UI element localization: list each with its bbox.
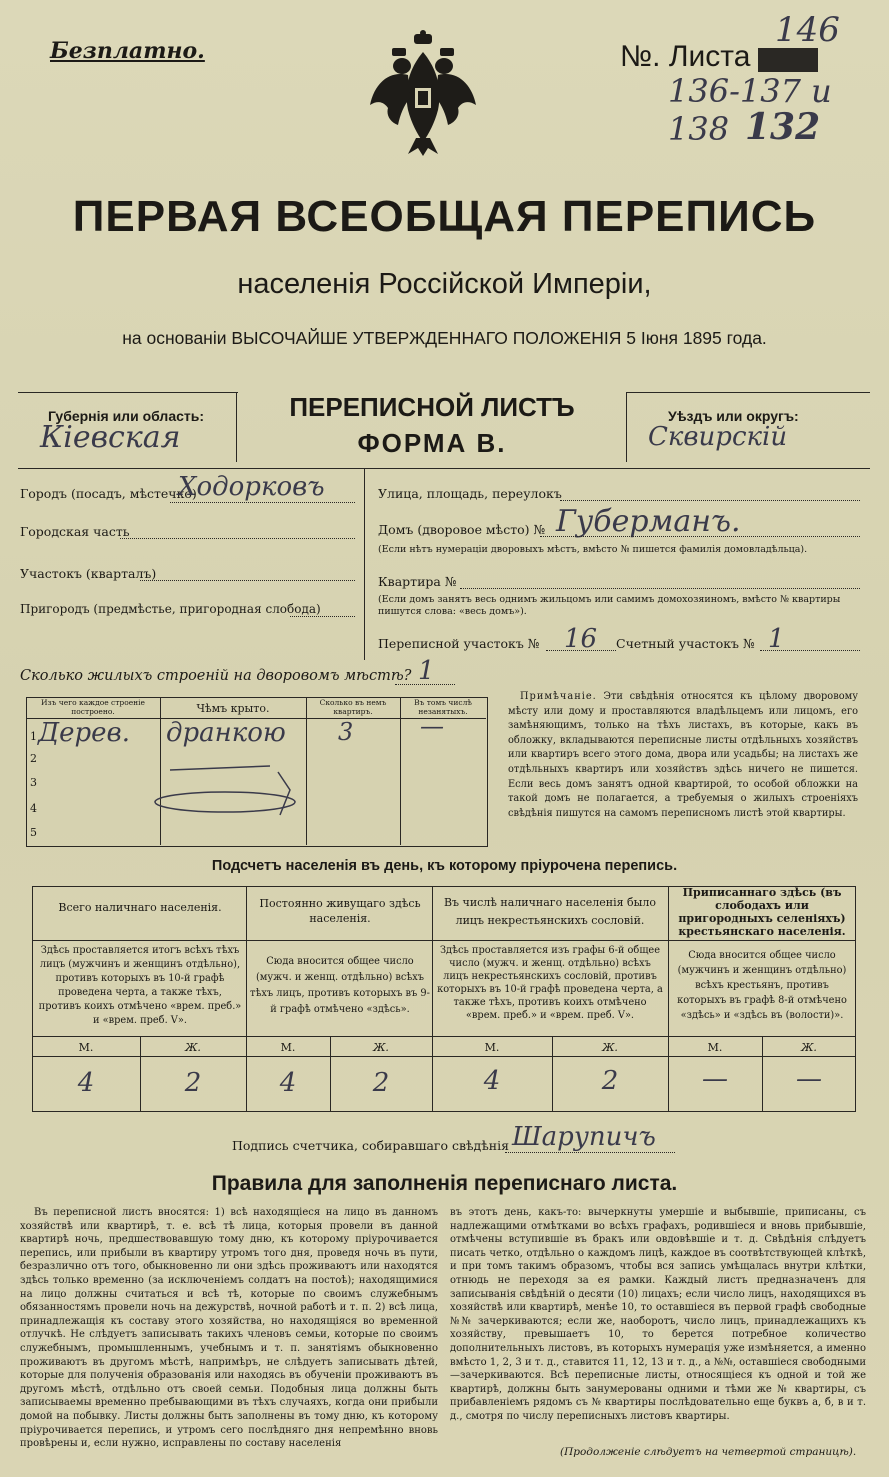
- uezd-label: Уѣздъ или округъ:: [668, 408, 799, 424]
- count-col-1-desc: Здѣсь проставляется итогъ всѣхъ тѣхъ лицъ (мужчинъ и женщинъ отдѣльно), противъ которыхъ въ 10-й графѣ проведена черта, а также тѣхъ, противъ коихъ отмѣчено «врем. преб.» и «врем. преб. V».: [38, 945, 242, 1026]
- row-2-number: 2: [30, 752, 37, 765]
- sheet-number-label: №. Листа: [620, 40, 751, 73]
- col-2-zh-value: 2: [372, 1068, 390, 1098]
- perepis-value: 16: [564, 624, 598, 654]
- buildings-note-title: Примѣчаніе.: [520, 691, 597, 702]
- row-1-roof: дранкою: [166, 718, 286, 748]
- ulitsa-label: Улица, площадь, переулокъ: [378, 486, 562, 501]
- row-1-material: Дерев.: [38, 718, 130, 748]
- sheet-number-hand-3: 132: [745, 106, 821, 148]
- row-1-vacant: —: [420, 712, 444, 740]
- struck-out-empty-rows: [130, 760, 310, 820]
- buildings-header-apts: Сколько въ немъ квартиръ.: [319, 698, 387, 716]
- free-label: Безплатно.: [50, 38, 205, 64]
- list-title: ПЕРЕПИСНОЙ ЛИСТЪ: [289, 392, 575, 422]
- count-col-2-head: Постоянно живущаго здѣсь населенія.: [259, 897, 421, 925]
- col-3-m-value: 4: [483, 1066, 501, 1096]
- count-col-3-head: Въ числѣ наличнаго населенія было лицъ некрестьянскихъ сословій.: [443, 896, 657, 927]
- count-col-4-desc: Сюда вносится общее число (мужчинъ и женщинъ отдѣльно) всѣхъ крестьянъ, противъ которыхъ въ графѣ 8-й отмѣчено «здѣсь» и «здѣсь въ (волости)».: [677, 950, 847, 1021]
- buildings-header-vacant: Въ томъ числѣ незанятыхъ.: [414, 698, 472, 716]
- uezd-value: Сквирскій: [648, 422, 788, 452]
- gorod-value: Ходорковъ: [178, 472, 325, 502]
- census-subtitle: населенія Россійской Имперіи,: [237, 268, 652, 300]
- sheet-number-hand-2: 136-137 и 138: [668, 72, 832, 148]
- col-1-zh-label: Ж.: [185, 1041, 201, 1054]
- col-1-m-value: 4: [77, 1068, 95, 1098]
- buildings-header-roof: Чѣмъ крыто.: [196, 702, 270, 715]
- rules-title: Правила для заполненія переписнаго листа.: [211, 1172, 678, 1195]
- count-col-4-head: Приписаннаго здѣсь (въ слободахъ или пригородныхъ селеніяхъ) крестьянскаго населенія.: [678, 886, 846, 938]
- dom-note: (Если нѣтъ нумераціи дворовыхъ мѣстъ, вмѣсто № пишется фамилія домовладѣльца).: [378, 544, 808, 555]
- kvartira-label: Квартира №: [378, 574, 457, 589]
- gorod-label: Городъ (посадъ, мѣстечко): [20, 486, 197, 501]
- signature-label: Подпись счетчика, собиравшаго свѣдѣнія: [232, 1138, 509, 1153]
- row-5-number: 5: [30, 826, 37, 839]
- col-3-zh-label: Ж.: [602, 1041, 618, 1054]
- count-col-2-desc: Сюда вносится общее число (мужч. и женщ. отдѣльно) всѣхъ тѣхъ лицъ, противъ которыхъ въ 9-й графѣ отмѣчено «здѣсь».: [250, 956, 430, 1015]
- col-3-zh-value: 2: [601, 1066, 619, 1096]
- rules-column-2: въ этотъ день, какъ-то: вычеркнуты умершіе и выбывшіе, приписаны, съ надлежащими отмѣтками во всѣхъ графахъ, родившіеся и вновь прибывшіе, отмѣчены вступившіе въ бракъ или овдовѣвшіе и т. д. Свѣдѣнія слѣдуетъ писать четко, отдѣльно о каждомъ лицѣ, каждое въ соотвѣтствующей клѣткѣ, и при томъ такимъ образомъ, чтобы вся запись умѣщалась внутри клѣтки, отнюдь не переходя за ея рамки. Каждый листъ предназначенъ для записыванія свѣдѣній о десяти (10) лицахъ; если число лицъ, находящихся въ хозяйствѣ или квартирѣ, менѣе 10, то оставшіеся въ первой графѣ свободные №№ зачеркиваются; если же, наоборотъ, число лицъ, принадлежащихъ къ хозяйству, превышаетъ 10, то берется потребное количество дополнительныхъ листовъ, въ которыхъ нумерація уже измѣняется, а именно вмѣсто 1, 2, 3 и т. д., ставится 11, 12, 13 и т. д., а №№, оставшіеся свободными—зачеркиваются. Всѣ переписные листы, относящіеся къ одной и той же квартирѣ, должны быть занумерованы одними и тѣми же № квартиры, съ прибавленіемъ рядомъ съ № квартиры послѣдовательно еще буквъ а, б, в и т. д., смотря по числу переписныхъ листовъ квартиры.: [450, 1207, 866, 1422]
- kvartira-note: (Если домъ занятъ весь однимъ жильцомъ или самимъ домохозяиномъ, вмѣсто № квартиры пишутся слова: «весь домъ»).: [378, 594, 841, 617]
- dom-value: Губерманъ.: [556, 504, 741, 539]
- census-basis: на основаніи ВЫСОЧАЙШЕ УТВЕРЖДЕННАГО ПОЛОЖЕНІЯ 5 Іюня 1895 года.: [122, 328, 767, 348]
- col-3-m-label: М.: [484, 1041, 500, 1054]
- count-col-3-desc: Здѣсь проставляется изъ графы 6-й общее число (мужч. и женщ. отдѣльно) всѣхъ лицъ некрестьянскихъ сословій, противъ которыхъ въ 10-й графѣ проведена черта, а также тѣхъ, противъ коихъ отмѣчено «врем. преб.» и «врем. преб. V».: [437, 945, 663, 1021]
- row-3-number: 3: [30, 776, 37, 789]
- sheet-number-hand-1: 146: [775, 10, 840, 50]
- buildings-question: Сколько жилыхъ строеній на дворовомъ мѣстѣ?: [20, 668, 412, 684]
- struck-out-number: [758, 48, 818, 72]
- count-col-1-head: Всего наличнаго населенія.: [58, 901, 222, 914]
- col-4-m-label: М.: [707, 1041, 723, 1054]
- row-1-apts: 3: [338, 718, 354, 746]
- schet-value: 1: [768, 624, 785, 654]
- col-2-m-label: М.: [280, 1041, 296, 1054]
- col-2-m-value: 4: [279, 1068, 297, 1098]
- double-headed-eagle-icon: [368, 30, 478, 160]
- perepis-label: Переписной участокъ №: [378, 636, 540, 651]
- rules-continued: (Продолженіе слѣдуетъ на четвертой страницѣ).: [560, 1446, 857, 1458]
- row-1-number: 1: [30, 730, 37, 743]
- buildings-note: [508, 690, 858, 821]
- col-4-m-value: —: [702, 1064, 728, 1094]
- row-4-number: 4: [30, 802, 37, 815]
- uchastok-label: Участокъ (кварталъ): [20, 566, 157, 581]
- gubernia-value: Кіевская: [40, 420, 181, 455]
- col-1-m-label: М.: [78, 1041, 94, 1054]
- signature-value: Шарупичъ: [512, 1122, 656, 1152]
- census-title: ПЕРВАЯ ВСЕОБЩАЯ ПЕРЕПИСЬ: [72, 192, 817, 241]
- col-2-zh-label: Ж.: [373, 1041, 389, 1054]
- col-1-zh-value: 2: [184, 1068, 202, 1098]
- buildings-note-text: Эти свѣдѣнія относятся къ цѣлому дворовому мѣсту или дому и проставляются владѣльцемъ или лицомъ, его замѣняющимъ, только на тѣхъ листахъ, въ которые, какъ въ обложку, вкладываются переписные листы отдѣльныхъ хозяйствъ или квартиръ всего этого дома, двора или усадьбы; на листахъ же отдѣльныхъ квартиръ или хозяйствъ здѣсь ничего не пишется. Если весь домъ занятъ одной квартирой, то особой обложки на такой домъ не полагается, а требуемыя о жилыхъ строеніяхъ свѣдѣнія пишутся на самомъ переписномъ листѣ этой квартиры.: [508, 691, 858, 819]
- chast-label: Городская часть: [20, 524, 130, 539]
- form-title: ФОРМА В.: [357, 428, 507, 458]
- col-4-zh-label: Ж.: [801, 1041, 817, 1054]
- buildings-header-material: Изъ чего каждое строеніе построено.: [41, 698, 145, 716]
- col-4-zh-value: —: [796, 1064, 822, 1094]
- count-title: Подсчетъ населенія въ день, къ которому пріурочена перепись.: [211, 858, 678, 874]
- schet-label: Счетный участокъ №: [616, 636, 755, 651]
- rules-column-1: Въ переписной листъ вносятся: 1) всѣ находящіеся на лицо въ данномъ хозяйствѣ или квартирѣ, т. е. всѣ тѣ лица, которыя провели въ данной квартирѣ ночь, предшествовавшую тому дню, къ которому пріурочивается перепись, или прибыли въ квартиру утромъ того дня, проведя ночь въ пути, безразлично отъ того, обыкновенно ли они здѣсь проживаютъ или находятся здѣсь только временно (за исключеніемъ солдатъ на постоѣ); находящимися на лицо должны считаться и всѣ тѣ, которые по своимъ служебнымъ обязанностямъ провели ночь на дежурствѣ, ночной работѣ и т. п. 2) всѣ лица, принадлежащія къ составу этого хозяйства, но находящіяся во временной отлучкѣ. Не слѣдуетъ записывать такихъ членовъ семьи, которые по своимъ служебнымъ, промышленнымъ, учебнымъ и т. п. занятіямъ обыкновенно проживаютъ въ другомъ мѣстѣ, напримѣръ, не слѣдуетъ записывать дѣтей, которые для полученія образованія или находясь въ обученіи проживаютъ въ другомъ мѣстѣ, отдѣльно отъ своей семьи. Подобныя лица должны быть записываемы временно пребывающими въ тѣхъ случаяхъ, когда они прибыли домой на побывку. Листы должны быть заполнены въ тому дню, къ которому пріурочивается перепись, и утромъ сего послѣдняго дня непремѣнно вновь провѣрены и, если нужно, исправлены по составу населенія: [20, 1207, 438, 1450]
- buildings-answer: 1: [418, 656, 435, 686]
- gubernia-label: Губернія или область:: [48, 408, 205, 424]
- dom-label: Домъ (дворовое мѣсто) №: [378, 522, 546, 537]
- prigorod-label: Пригородъ (предмѣстье, пригородная слобода): [20, 602, 321, 616]
